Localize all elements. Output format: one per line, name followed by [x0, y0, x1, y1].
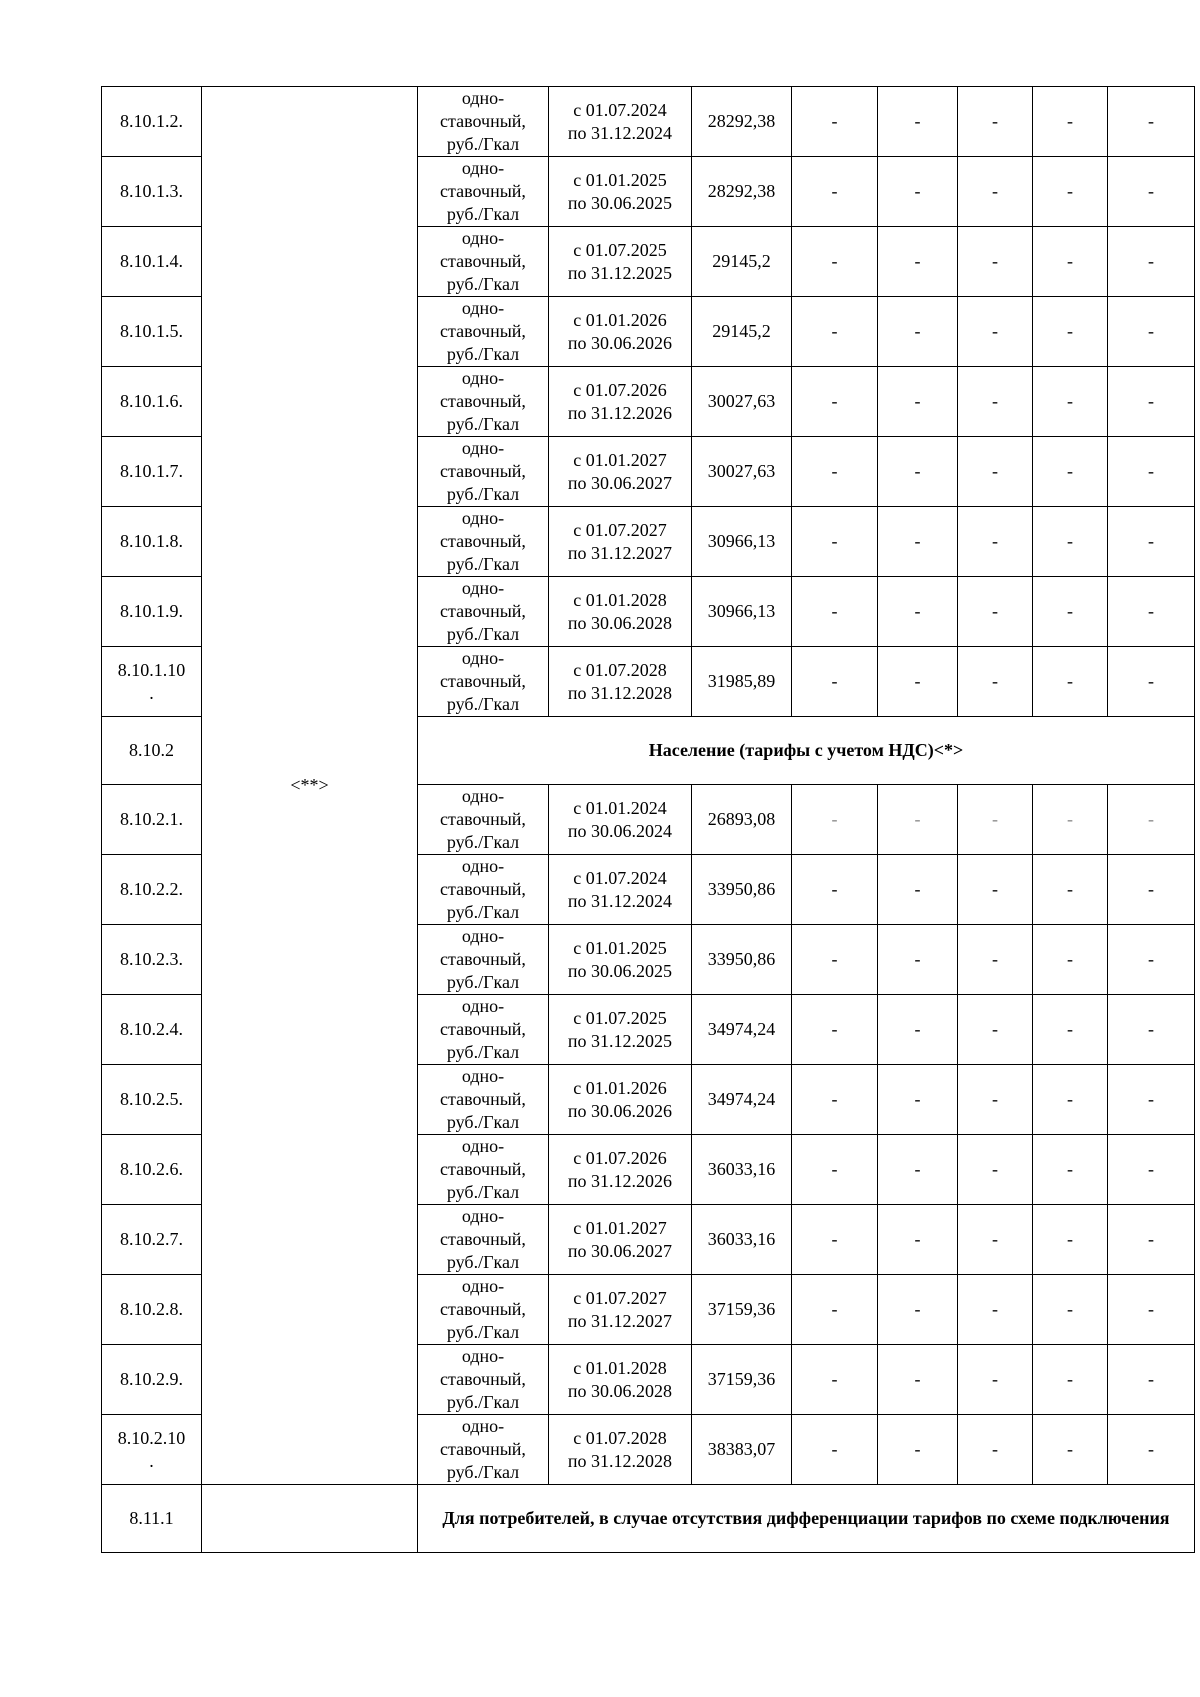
dash-cell: -	[1033, 855, 1108, 925]
period-to: по 30.06.2026	[567, 1100, 673, 1121]
period-to: по 30.06.2027	[567, 472, 673, 493]
period-to: по 31.12.2028	[567, 1450, 673, 1471]
period-from: с 01.01.2026	[573, 309, 667, 330]
dash-cell: -	[958, 577, 1033, 647]
period-to: по 31.12.2025	[567, 1030, 673, 1051]
dash-cell: -	[878, 647, 958, 717]
period-from: с 01.01.2025	[573, 937, 667, 958]
row-code-cell: 8.10.2.4.	[102, 995, 202, 1065]
dash-cell: -	[1033, 1415, 1108, 1485]
dash-cell: -	[958, 227, 1033, 297]
dash-cell: -	[958, 1275, 1033, 1345]
period-to: по 31.12.2024	[567, 890, 673, 911]
dash-cell: -	[1033, 1205, 1108, 1275]
period-to: по 30.06.2024	[567, 820, 673, 841]
dash-cell: -	[1108, 437, 1195, 507]
dash-cell: -	[958, 855, 1033, 925]
dash-cell: -	[878, 1065, 958, 1135]
section-title-cell: Население (тарифы с учетом НДС)<*>	[418, 717, 1195, 785]
group-note-cell: <**>	[202, 87, 418, 1485]
dash-cell: -	[1033, 507, 1108, 577]
tariff-value-cell: 37159,36	[692, 1345, 792, 1415]
dash-cell: -	[958, 925, 1033, 995]
dash-cell: -	[878, 577, 958, 647]
tariff-type-cell: одно- ставочный, руб./Гкал	[418, 785, 549, 855]
period-from: с 01.01.2024	[573, 797, 667, 818]
tariff-value-cell: 37159,36	[692, 1275, 792, 1345]
period-cell	[549, 855, 692, 925]
dash-cell: -	[958, 1205, 1033, 1275]
period-cell	[549, 157, 692, 227]
tariff-value-cell: 30027,63	[692, 367, 792, 437]
dash-cell: -	[958, 297, 1033, 367]
tariff-value-cell: 38383,07	[692, 1415, 792, 1485]
dash-cell: -	[958, 157, 1033, 227]
dash-cell: -	[792, 647, 878, 717]
period-from: с 01.01.2025	[573, 169, 667, 190]
dash-cell: -	[1108, 87, 1195, 157]
tariff-type-cell: одно- ставочный, руб./Гкал	[418, 925, 549, 995]
dash-cell: -	[1033, 1345, 1108, 1415]
dash-cell: -	[1033, 157, 1108, 227]
dash-cell: -	[958, 87, 1033, 157]
period-cell	[549, 785, 692, 855]
dash-cell: -	[1033, 995, 1108, 1065]
period-from: с 01.01.2027	[573, 449, 667, 470]
dash-cell: -	[792, 1135, 878, 1205]
tariff-table	[101, 86, 1195, 1553]
period-from: с 01.01.2027	[573, 1217, 667, 1238]
row-code-cell: 8.10.1.3.	[102, 157, 202, 227]
tariff-type-cell: одно- ставочный, руб./Гкал	[418, 1135, 549, 1205]
dash-cell: -	[878, 437, 958, 507]
period-from: с 01.07.2024	[573, 99, 667, 120]
period-from: с 01.01.2028	[573, 1357, 667, 1378]
dash-cell: -	[878, 1135, 958, 1205]
dash-cell: -	[1033, 925, 1108, 995]
period-to: по 30.06.2028	[567, 612, 673, 633]
dash-cell: -	[1108, 1275, 1195, 1345]
dash-cell: -	[878, 785, 958, 855]
period-from: с 01.07.2027	[573, 519, 667, 540]
period-to: по 31.12.2027	[567, 542, 673, 563]
dash-cell: -	[1033, 1065, 1108, 1135]
dash-cell: -	[1033, 87, 1108, 157]
tariff-value-cell: 26893,08	[692, 785, 792, 855]
dash-cell: -	[1108, 1205, 1195, 1275]
dash-cell: -	[1033, 647, 1108, 717]
period-from: с 01.01.2026	[573, 1077, 667, 1098]
period-cell	[549, 1135, 692, 1205]
period-cell	[549, 577, 692, 647]
period-cell	[549, 995, 692, 1065]
dash-cell: -	[792, 995, 878, 1065]
period-cell	[549, 87, 692, 157]
period-to: по 30.06.2026	[567, 332, 673, 353]
dash-cell: -	[878, 925, 958, 995]
dash-cell: -	[958, 367, 1033, 437]
dash-cell: -	[792, 855, 878, 925]
dash-cell: -	[792, 925, 878, 995]
dash-cell: -	[878, 507, 958, 577]
period-cell	[549, 1205, 692, 1275]
dash-cell: -	[878, 227, 958, 297]
dash-cell: -	[1108, 785, 1195, 855]
period-from: с 01.07.2025	[573, 239, 667, 260]
dash-cell: -	[958, 647, 1033, 717]
dash-cell: -	[792, 577, 878, 647]
tariff-value-cell: 30966,13	[692, 507, 792, 577]
period-cell	[549, 1065, 692, 1135]
row-code-cell: 8.10.2.3.	[102, 925, 202, 995]
tariff-value-cell: 28292,38	[692, 87, 792, 157]
period-cell	[549, 437, 692, 507]
section-row	[102, 1485, 1195, 1553]
dash-cell: -	[792, 297, 878, 367]
dash-cell: -	[878, 1415, 958, 1485]
dash-cell: -	[792, 1415, 878, 1485]
period-cell	[549, 1345, 692, 1415]
dash-cell: -	[792, 1205, 878, 1275]
dash-cell: -	[1033, 577, 1108, 647]
row-code-cell: 8.10.2.10 .	[102, 1415, 202, 1485]
dash-cell: -	[1108, 1415, 1195, 1485]
table-row	[102, 87, 1195, 157]
dash-cell: -	[1033, 297, 1108, 367]
period-cell	[549, 1415, 692, 1485]
tariff-type-cell: одно- ставочный, руб./Гкал	[418, 1415, 549, 1485]
dash-cell: -	[792, 785, 878, 855]
row-code-cell: 8.10.1.6.	[102, 367, 202, 437]
row-code-cell: 8.10.2.5.	[102, 1065, 202, 1135]
period-to: по 31.12.2025	[567, 262, 673, 283]
dash-cell: -	[1108, 227, 1195, 297]
tariff-type-cell: одно- ставочный, руб./Гкал	[418, 157, 549, 227]
dash-cell: -	[792, 157, 878, 227]
dash-cell: -	[958, 507, 1033, 577]
dash-cell: -	[1033, 437, 1108, 507]
tariff-type-cell: одно- ставочный, руб./Гкал	[418, 1065, 549, 1135]
period-cell	[549, 227, 692, 297]
row-code-cell: 8.10.1.9.	[102, 577, 202, 647]
tariff-type-cell: одно- ставочный, руб./Гкал	[418, 1275, 549, 1345]
tariff-table-body	[102, 87, 1195, 1553]
dash-cell: -	[878, 995, 958, 1065]
period-cell	[549, 367, 692, 437]
tariff-value-cell: 33950,86	[692, 855, 792, 925]
period-cell	[549, 1275, 692, 1345]
dash-cell: -	[1108, 647, 1195, 717]
dash-cell: -	[1108, 995, 1195, 1065]
row-code-cell: 8.10.2.1.	[102, 785, 202, 855]
tariff-value-cell: 28292,38	[692, 157, 792, 227]
period-from: с 01.07.2026	[573, 1147, 667, 1168]
dash-cell: -	[1108, 1135, 1195, 1205]
tariff-type-cell: одно- ставочный, руб./Гкал	[418, 227, 549, 297]
row-code-cell: 8.10.1.2.	[102, 87, 202, 157]
tariff-type-cell: одно- ставочный, руб./Гкал	[418, 437, 549, 507]
period-to: по 31.12.2026	[567, 402, 673, 423]
period-to: по 30.06.2025	[567, 192, 673, 213]
dash-cell: -	[878, 367, 958, 437]
period-from: с 01.07.2028	[573, 659, 667, 680]
dash-cell: -	[792, 1275, 878, 1345]
period-cell	[549, 507, 692, 577]
dash-cell: -	[878, 297, 958, 367]
row-code-cell: 8.10.1.8.	[102, 507, 202, 577]
period-cell	[549, 297, 692, 367]
section-title-cell: Для потребителей, в случае отсутствия дифференциации тарифов по схеме подключения	[418, 1485, 1195, 1553]
dash-cell: -	[1033, 227, 1108, 297]
period-cell	[549, 925, 692, 995]
period-to: по 31.12.2026	[567, 1170, 673, 1191]
tariff-type-cell: одно- ставочный, руб./Гкал	[418, 87, 549, 157]
dash-cell: -	[1033, 367, 1108, 437]
tariff-value-cell: 29145,2	[692, 227, 792, 297]
dash-cell: -	[1108, 855, 1195, 925]
dash-cell: -	[792, 1345, 878, 1415]
row-code-cell: 8.10.1.4.	[102, 227, 202, 297]
dash-cell: -	[792, 437, 878, 507]
period-to: по 30.06.2028	[567, 1380, 673, 1401]
tariff-type-cell: одно- ставочный, руб./Гкал	[418, 647, 549, 717]
row-code-cell: 8.10.2.8.	[102, 1275, 202, 1345]
tariff-type-cell: одно- ставочный, руб./Гкал	[418, 995, 549, 1065]
dash-cell: -	[792, 1065, 878, 1135]
tariff-type-cell: одно- ставочный, руб./Гкал	[418, 577, 549, 647]
dash-cell: -	[878, 1275, 958, 1345]
dash-cell: -	[958, 1415, 1033, 1485]
tariff-value-cell: 29145,2	[692, 297, 792, 367]
dash-cell: -	[958, 785, 1033, 855]
period-to: по 31.12.2027	[567, 1310, 673, 1331]
row-code-cell: 8.10.1.10 .	[102, 647, 202, 717]
empty-cell	[202, 1485, 418, 1553]
tariff-type-cell: одно- ставочный, руб./Гкал	[418, 507, 549, 577]
dash-cell: -	[1108, 157, 1195, 227]
tariff-value-cell: 33950,86	[692, 925, 792, 995]
dash-cell: -	[1108, 297, 1195, 367]
dash-cell: -	[1033, 1135, 1108, 1205]
tariff-value-cell: 34974,24	[692, 1065, 792, 1135]
tariff-value-cell: 34974,24	[692, 995, 792, 1065]
dash-cell: -	[1033, 1275, 1108, 1345]
period-from: с 01.07.2027	[573, 1287, 667, 1308]
section-code-cell: 8.10.2	[102, 717, 202, 785]
tariff-value-cell: 30027,63	[692, 437, 792, 507]
dash-cell: -	[792, 367, 878, 437]
row-code-cell: 8.10.1.5.	[102, 297, 202, 367]
row-code-cell: 8.10.2.9.	[102, 1345, 202, 1415]
dash-cell: -	[1108, 367, 1195, 437]
dash-cell: -	[878, 855, 958, 925]
dash-cell: -	[878, 1345, 958, 1415]
row-code-cell: 8.10.1.7.	[102, 437, 202, 507]
row-code-cell: 8.10.2.6.	[102, 1135, 202, 1205]
period-to: по 31.12.2024	[567, 122, 673, 143]
section-code-cell: 8.11.1	[102, 1485, 202, 1553]
period-from: с 01.07.2026	[573, 379, 667, 400]
tariff-value-cell: 36033,16	[692, 1135, 792, 1205]
tariff-value-cell: 31985,89	[692, 647, 792, 717]
dash-cell: -	[1108, 507, 1195, 577]
period-from: с 01.01.2028	[573, 589, 667, 610]
period-from: с 01.07.2024	[573, 867, 667, 888]
row-code-cell: 8.10.2.2.	[102, 855, 202, 925]
tariff-type-cell: одно- ставочный, руб./Гкал	[418, 855, 549, 925]
dash-cell: -	[958, 1345, 1033, 1415]
tariff-type-cell: одно- ставочный, руб./Гкал	[418, 1345, 549, 1415]
dash-cell: -	[792, 507, 878, 577]
dash-cell: -	[1108, 925, 1195, 995]
dash-cell: -	[878, 1205, 958, 1275]
row-code-cell: 8.10.2.7.	[102, 1205, 202, 1275]
dash-cell: -	[1033, 785, 1108, 855]
tariff-value-cell: 36033,16	[692, 1205, 792, 1275]
dash-cell: -	[878, 87, 958, 157]
period-to: по 31.12.2028	[567, 682, 673, 703]
dash-cell: -	[792, 87, 878, 157]
dash-cell: -	[1108, 1345, 1195, 1415]
dash-cell: -	[878, 157, 958, 227]
dash-cell: -	[958, 1135, 1033, 1205]
tariff-type-cell: одно- ставочный, руб./Гкал	[418, 1205, 549, 1275]
dash-cell: -	[1108, 577, 1195, 647]
dash-cell: -	[958, 1065, 1033, 1135]
tariff-type-cell: одно- ставочный, руб./Гкал	[418, 367, 549, 437]
dash-cell: -	[792, 227, 878, 297]
dash-cell: -	[1108, 1065, 1195, 1135]
tariff-type-cell: одно- ставочный, руб./Гкал	[418, 297, 549, 367]
period-cell	[549, 647, 692, 717]
tariff-value-cell: 30966,13	[692, 577, 792, 647]
period-to: по 30.06.2027	[567, 1240, 673, 1261]
dash-cell: -	[958, 995, 1033, 1065]
period-from: с 01.07.2025	[573, 1007, 667, 1028]
dash-cell: -	[958, 437, 1033, 507]
period-to: по 30.06.2025	[567, 960, 673, 981]
period-from: с 01.07.2028	[573, 1427, 667, 1448]
